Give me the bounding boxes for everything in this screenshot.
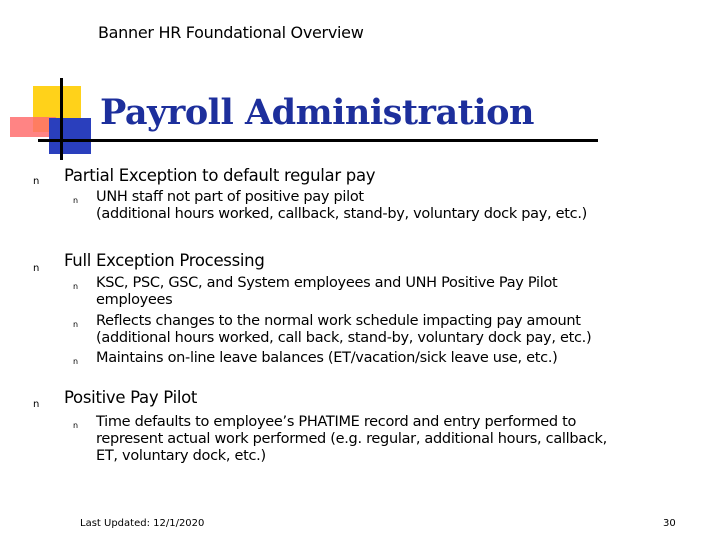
section-heading: Partial Exception to default regular pay	[64, 166, 376, 185]
bullet-icon: n	[33, 176, 40, 187]
list-item: KSC, PSC, GSC, and System employees and UNH Positive Pay Pilot employees	[96, 275, 558, 308]
list-item: Maintains on-line leave balances (ET/vacation/sick leave use, etc.)	[96, 350, 558, 366]
last-updated: Last Updated: 12/1/2020	[80, 518, 205, 529]
sub-bullet-icon: n	[73, 357, 79, 366]
bullet-icon: n	[33, 263, 40, 274]
header-title: Banner HR Foundational Overview	[98, 23, 364, 42]
bullet-icon: n	[33, 399, 40, 410]
list-item: UNH staff not part of positive pay pilot (additional hours worked, callback, stand-by, voluntary dock pay, etc.)	[96, 189, 587, 222]
sub-bullet-icon: n	[73, 196, 79, 205]
section-heading: Full Exception Processing	[64, 251, 265, 270]
logo-vertical-rule	[60, 78, 63, 160]
sub-bullet-icon: n	[73, 421, 79, 430]
sub-bullet-icon: n	[73, 320, 79, 329]
list-item: Time defaults to employee’s PHATIME record and entry performed to represent actual work performed (e.g. regular, additional hours, callback, ET, voluntary dock, etc.)	[96, 414, 607, 464]
slide-title: Payroll Administration	[100, 92, 534, 133]
title-underline-rule	[38, 139, 598, 142]
section-heading: Positive Pay Pilot	[64, 388, 198, 407]
list-item: Reflects changes to the normal work schedule impacting pay amount (additional hours worked, call back, stand-by, voluntary dock pay, etc.)	[96, 313, 592, 346]
page-number: 30	[663, 518, 676, 529]
sub-bullet-icon: n	[73, 282, 79, 291]
logo-blue-square	[49, 118, 91, 154]
